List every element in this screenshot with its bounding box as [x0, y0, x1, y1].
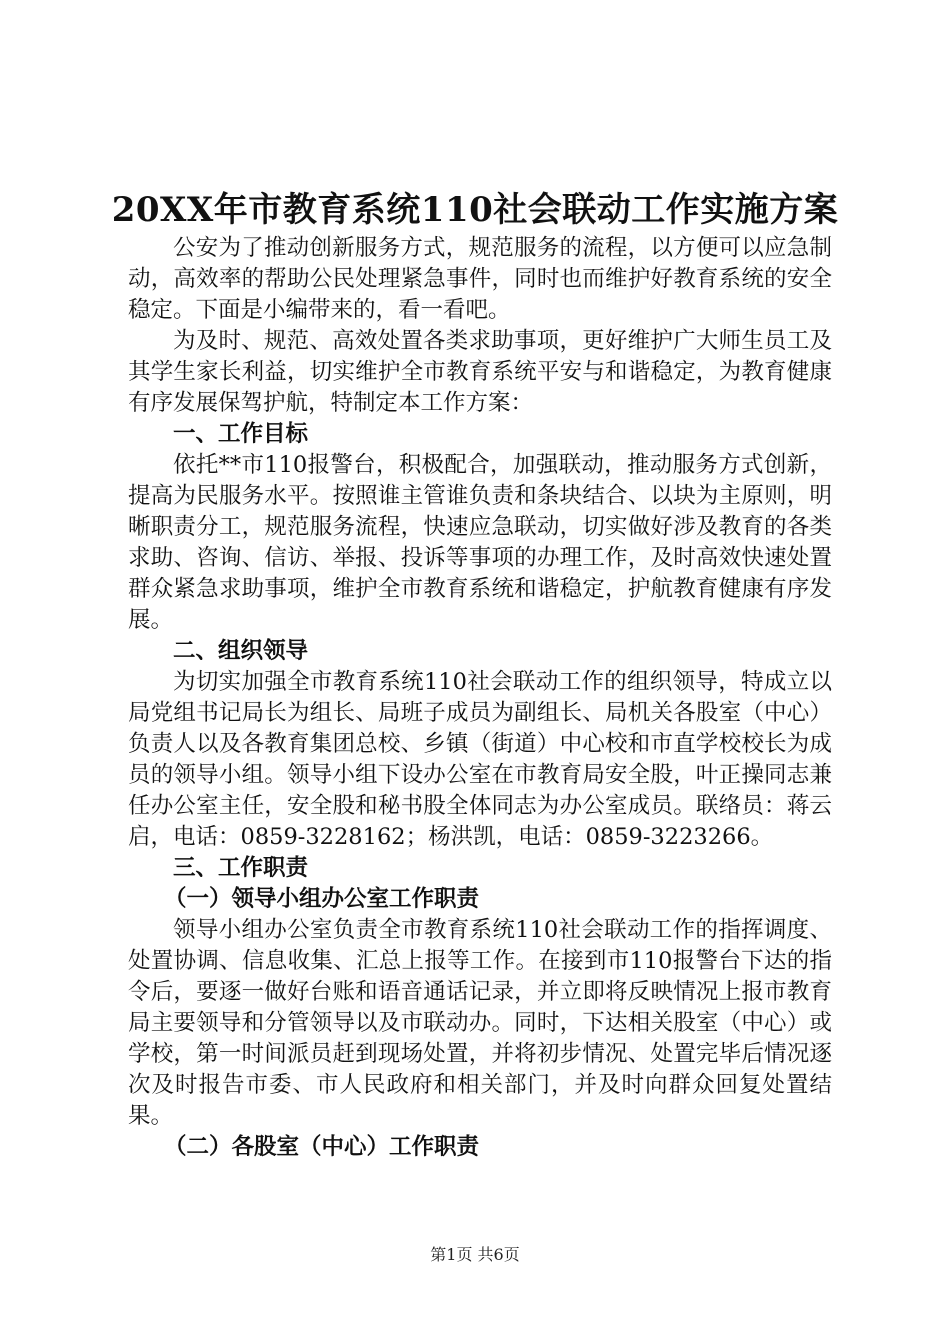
document-body [128, 233, 832, 1163]
subsection-heading-office: （一）领导小组办公室工作职责 [164, 886, 480, 912]
section-heading-leadership: 二、组织领导 [173, 638, 309, 664]
preface-paragraph: 为及时、规范、高效处置各类求助事项，更好维护广大师生员工及其学生家长利益，切实维护全市教育系统平安与和谐稳定，为教育健康有序发展保驾护航，特制定本工作方案： [128, 328, 832, 416]
subsection-heading-departments: （二）各股室（中心）工作职责 [164, 1134, 480, 1160]
section-body-goals: 依托**市110报警台，积极配合，加强联动，推动服务方式创新，提高为民服务水平。按照谁主管谁负责和条块结合、以块为主原则，明晰职责分工，规范服务流程，快速应急联动，切实做好涉及教育的各类求助、咨询、信访、举报、投诉等事项的办理工作，及时高效快速处置群众紧急求助事项，维护全市教育系统和谐稳定，护航教育健康有序发展。 [128, 452, 832, 633]
intro-paragraph: 公安为了推动创新服务方式，规范服务的流程，以方便可以应急制动，高效率的帮助公民处理紧急事件，同时也而维护好教育系统的安全稳定。下面是小编带来的，看一看吧。 [128, 235, 832, 323]
document-title: 20XX年市教育系统110社会联动工作实施方案 [111, 190, 839, 230]
section-heading-goals: 一、工作目标 [173, 421, 309, 447]
section-heading-duties: 三、工作职责 [173, 855, 309, 881]
subsection-body-office: 领导小组办公室负责全市教育系统110社会联动工作的指挥调度、处置协调、信息收集、汇总上报等工作。在接到市110报警台下达的指令后，要逐一做好台账和语音通话记录，并立即将反映情况上报市教育局主要领导和分管领导以及市联动办。同时，下达相关股室（中心）或学校，第一时间派员赶到现场处置，并将初步情况、处置完毕后情况逐次及时报告市委、市人民政府和相关部门，并及时向群众回复处置结果。 [128, 917, 832, 1129]
page-number-footer: 第1页 共6页 [430, 1245, 520, 1264]
section-body-leadership: 为切实加强全市教育系统110社会联动工作的组织领导，特成立以局党组书记局长为组长、局班子成员为副组长、局机关各股室（中心）负责人以及各教育集团总校、乡镇（街道）中心校和市直学校校长为成员的领导小组。领导小组下设办公室在市教育局安全股，叶正操同志兼任办公室主任，安全股和秘书股全体同志为办公室成员。联络员：蒋云启，电话：0859-3228162；杨洪凯，电话：0859-3223266。 [128, 669, 832, 850]
